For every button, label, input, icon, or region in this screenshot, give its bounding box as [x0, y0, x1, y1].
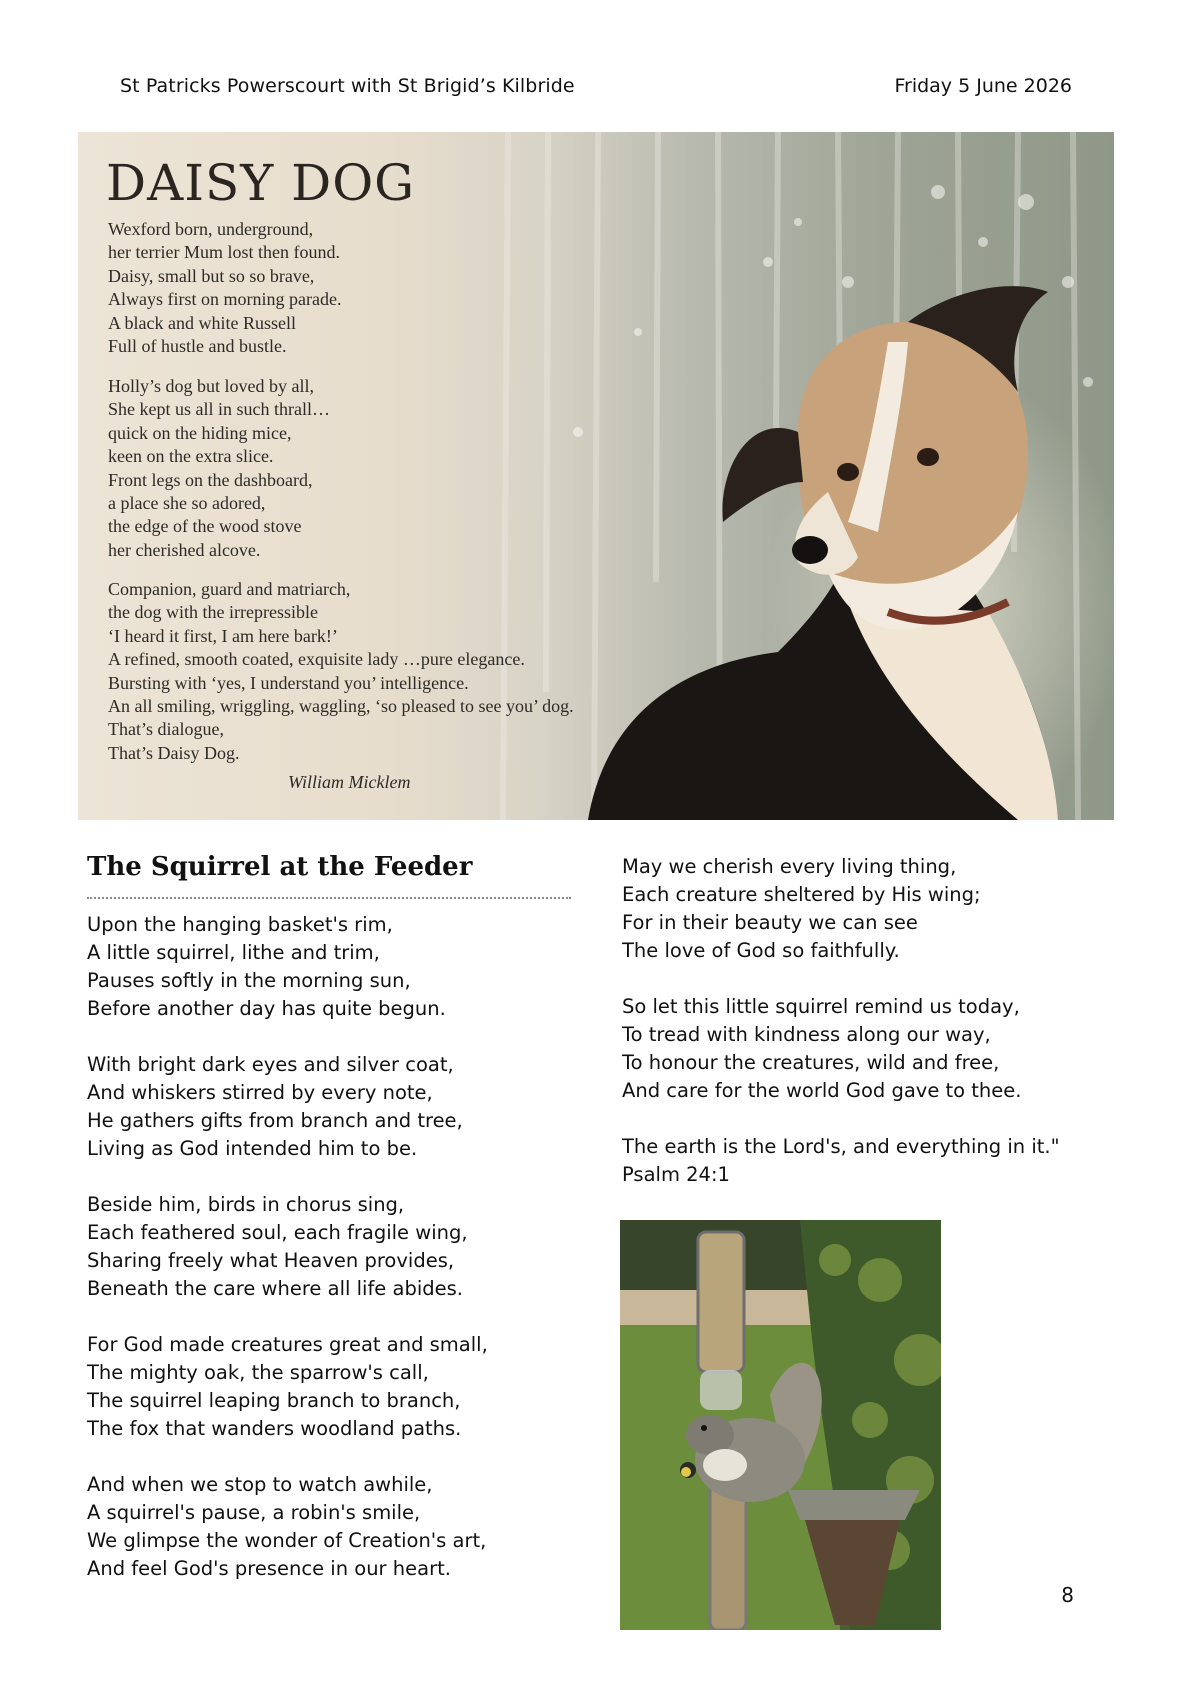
squirrel-stanza — [87, 1051, 463, 1163]
poem-line: The earth is the Lord's, and everything in it." — [622, 1135, 1060, 1158]
jack-russell-dog-illustration — [548, 282, 1108, 820]
poem-line: The love of God so faithfully. — [622, 939, 900, 962]
poem-line: her terrier Mum lost then found. — [108, 242, 340, 263]
poem-line: We glimpse the wonder of Creation's art, — [87, 1529, 487, 1552]
poem-line: Front legs on the dashboard, — [108, 469, 313, 490]
title-dotted-divider — [87, 897, 571, 899]
squirrel-poem-title: The Squirrel at the Feeder — [87, 852, 473, 882]
poem-line: To honour the creatures, wild and free, — [622, 1051, 1000, 1074]
poem-line: Before another day has quite begun. — [87, 997, 446, 1020]
poem-line: the edge of the wood stove — [108, 516, 302, 537]
daisy-poem-stanza — [108, 578, 574, 765]
daisy-poem-stanza — [108, 375, 330, 562]
squirrel-stanza — [87, 911, 446, 1023]
squirrel-stanza — [622, 853, 981, 965]
poem-line: a place she so adored, — [108, 493, 266, 514]
poem-line: That’s dialogue, — [108, 719, 224, 740]
poem-line: For in their beauty we can see — [622, 911, 918, 934]
poem-line: ‘I heard it first, I am here bark!’ — [108, 625, 338, 646]
poem-line: And feel God's presence in our heart. — [87, 1557, 451, 1580]
poem-line: A little squirrel, lithe and trim, — [87, 941, 380, 964]
squirrel-at-feeder-illustration — [620, 1220, 941, 1630]
poem-line: May we cherish every living thing, — [622, 855, 957, 878]
squirrel-stanza — [87, 1471, 486, 1583]
scripture-reference: Psalm 24:1 — [622, 1163, 730, 1186]
daisy-dog-title: DAISY DOG — [106, 154, 416, 212]
poem-line: He gathers gifts from branch and tree, — [87, 1109, 463, 1132]
daisy-dog-poem-image — [78, 132, 1114, 820]
poem-line: her cherished alcove. — [108, 539, 261, 560]
poem-line: A squirrel's pause, a robin's smile, — [87, 1501, 421, 1524]
daisy-poem-stanza — [108, 218, 341, 358]
squirrel-stanza — [87, 1331, 488, 1443]
poem-line: For God made creatures great and small, — [87, 1333, 488, 1356]
poem-line: Full of hustle and bustle. — [108, 336, 287, 357]
scripture-quote — [622, 1133, 1060, 1189]
poem-author: William Micklem — [288, 772, 411, 792]
poem-line: Daisy, small but so so brave, — [108, 265, 315, 286]
poem-line: The mighty oak, the sparrow's call, — [87, 1361, 429, 1384]
poem-line: The squirrel leaping branch to branch, — [87, 1389, 461, 1412]
poem-line: So let this little squirrel remind us today, — [622, 995, 1020, 1018]
page-number: 8 — [1061, 1583, 1074, 1607]
poem-line: quick on the hiding mice, — [108, 422, 292, 443]
poem-line: Each feathered soul, each fragile wing, — [87, 1221, 468, 1244]
poem-line: Bursting with ‘yes, I understand you’ intelligence. — [108, 672, 469, 693]
poem-line: Sharing freely what Heaven provides, — [87, 1249, 455, 1272]
poem-line: An all smiling, wriggling, waggling, ‘so pleased to see you’ dog. — [108, 696, 574, 717]
poem-line: And whiskers stirred by every note, — [87, 1081, 433, 1104]
poem-line: keen on the extra slice. — [108, 446, 274, 467]
poem-line: Always first on morning parade. — [108, 289, 342, 310]
poem-line: She kept us all in such thrall… — [108, 399, 330, 420]
poem-line: Pauses softly in the morning sun, — [87, 969, 411, 992]
poem-line: Upon the hanging basket's rim, — [87, 913, 393, 936]
poem-line: Living as God intended him to be. — [87, 1137, 418, 1160]
squirrel-stanza — [622, 993, 1021, 1105]
poem-line: A refined, smooth coated, exquisite lady …pure elegance. — [108, 649, 525, 670]
poem-line: And when we stop to watch awhile, — [87, 1473, 433, 1496]
poem-line: That’s Daisy Dog. — [108, 742, 240, 763]
poem-line: the dog with the irrepressible — [108, 602, 318, 623]
poem-line: A black and white Russell — [108, 312, 296, 333]
poem-line: Holly’s dog but loved by all, — [108, 376, 314, 396]
poem-line: The fox that wanders woodland paths. — [87, 1417, 462, 1440]
poem-line: To tread with kindness along our way, — [622, 1023, 991, 1046]
poem-line: And care for the world God gave to thee. — [622, 1079, 1022, 1102]
poem-line: Wexford born, underground, — [108, 219, 314, 239]
header-parish-name: St Patricks Powerscourt with St Brigid’s Kilbride — [120, 75, 575, 97]
poem-line: Beside him, birds in chorus sing, — [87, 1193, 405, 1216]
poem-line: Beneath the care where all life abides. — [87, 1277, 463, 1300]
squirrel-feeder-photo — [620, 1220, 941, 1630]
poem-line: With bright dark eyes and silver coat, — [87, 1053, 454, 1076]
squirrel-stanza — [87, 1191, 468, 1303]
poem-line: Each creature sheltered by His wing; — [622, 883, 981, 906]
header-date: Friday 5 June 2026 — [894, 75, 1072, 97]
poem-line: Companion, guard and matriarch, — [108, 579, 351, 599]
